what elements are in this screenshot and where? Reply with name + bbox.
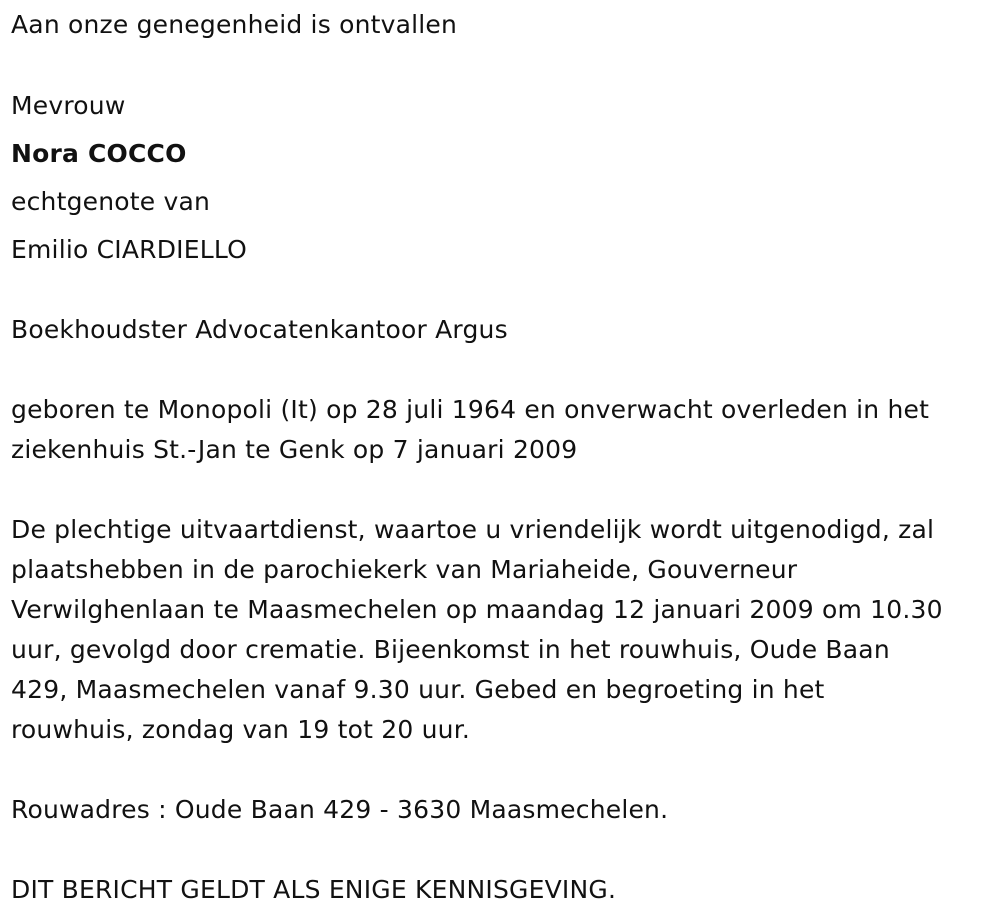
funeral-line-4: uur, gevolgd door crematie. Bijeenkomst in het rouwhuis, Oude Baan [11,635,890,664]
notice-statement: DIT BERICHT GELDT ALS ENIGE KENNISGEVING. [11,875,617,904]
birth-death-line-2: ziekenhuis St.-Jan te Genk op 7 januari 2009 [11,435,578,464]
funeral-line-2: plaatshebben in de parochiekerk van Mariaheide, Gouverneur [11,555,798,584]
funeral-line-6: rouwhuis, zondag van 19 tot 20 uur. [11,715,471,744]
intro-text: Aan onze genegenheid is ontvallen [11,10,458,39]
relation-text: echtgenote van [11,187,211,216]
honorific: Mevrouw [11,91,126,120]
funeral-line-5: 429, Maasmechelen vanaf 9.30 uur. Gebed en begroeting in het [11,675,825,704]
spouse-name: Emilio CIARDIELLO [11,235,247,264]
deceased-name: Nora COCCO [11,139,187,168]
mourning-address: Rouwadres : Oude Baan 429 - 3630 Maasmechelen. [11,795,669,824]
occupation-text: Boekhoudster Advocatenkantoor Argus [11,315,508,344]
funeral-line-3: Verwilghenlaan te Maasmechelen op maandag 12 januari 2009 om 10.30 [11,595,943,624]
funeral-line-1: De plechtige uitvaartdienst, waartoe u vriendelijk wordt uitgenodigd, zal [11,515,935,544]
birth-death-line-1: geboren te Monopoli (It) op 28 juli 1964 en onverwacht overleden in het [11,395,930,424]
